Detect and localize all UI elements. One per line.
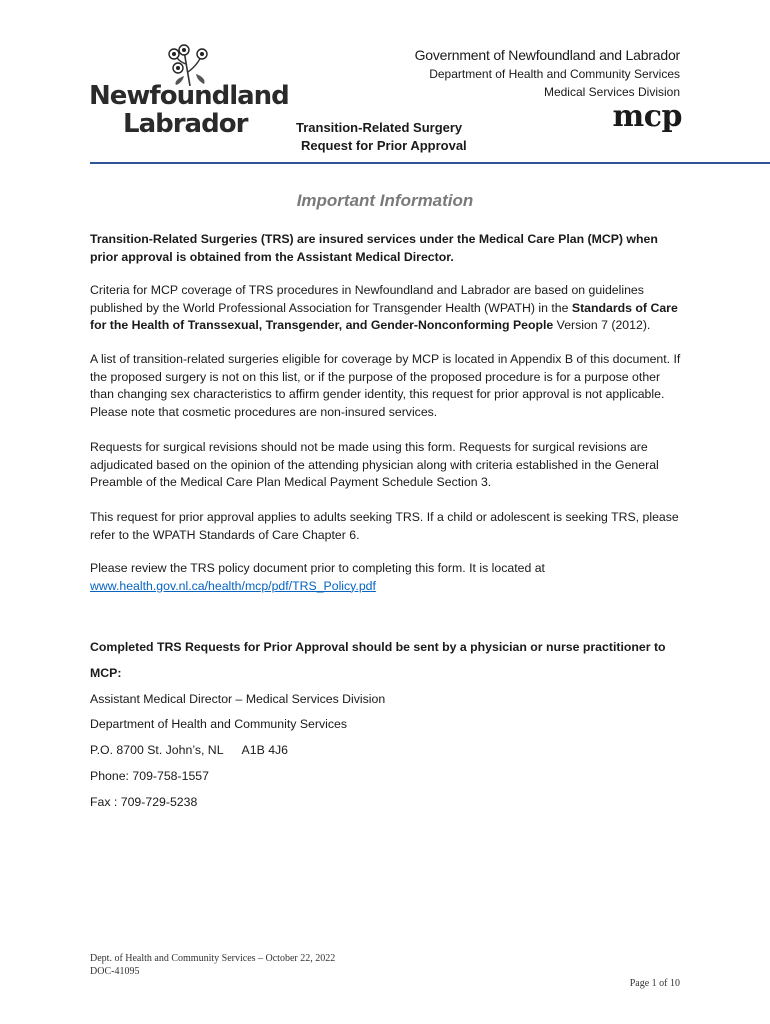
government-name: Government of Newfoundland and Labrador: [414, 47, 680, 63]
form-title-line-2: Request for Prior Approval: [301, 138, 467, 153]
standards-of-care-title: Standards of Care for the Health of Transsexual, Transgender, and Gender-Nonconforming People: [90, 300, 678, 332]
recipient-title: Assistant Medical Director – Medical Services Division: [90, 692, 386, 706]
logo-line-2: Labrador: [123, 109, 248, 139]
submission-instruction: Completed TRS Requests for Prior Approval should be sent by a physician or nurse practitioner to: [90, 640, 666, 654]
newfoundland-labrador-logo: [89, 81, 289, 139]
header-divider: [90, 162, 770, 164]
policy-link[interactable]: www.health.gov.nl.ca/health/mcp/pdf/TRS_Policy.pdf: [90, 578, 376, 593]
paragraph-adults-only: This request for prior approval applies to adults seeking TRS. If a child or adolescent is seeking TRS, please refer to the WPATH Standards of Care Chapter 6.: [90, 510, 679, 542]
recipient-phone: Phone: 709-758-1557: [90, 769, 209, 783]
page-number: Page 1 of 10: [629, 978, 680, 989]
paragraph-insured-services: Transition-Related Surgeries (TRS) are insured services under the Medical Care Plan (MCP) when prior approval is obtained from the Assistant Medical Director.: [90, 232, 658, 264]
submission-recipient-label: MCP:: [90, 666, 122, 680]
recipient-fax: Fax : 709-729-5238: [90, 795, 198, 809]
logo-line-1: Newfoundland: [89, 81, 289, 111]
section-heading: Important Information: [296, 191, 474, 210]
postal-code: A1B 4J6: [241, 743, 289, 757]
footer-doc-id: DOC-41095: [90, 966, 140, 977]
department-name: Department of Health and Community Services: [429, 67, 680, 81]
policy-review-text: Please review the TRS policy document prior to completing this form. It is located at: [90, 561, 545, 575]
paragraph-eligible-surgeries: A list of transition-related surgeries eligible for coverage by MCP is located in Appendix B of this document. If the proposed surgery is not on this list, or if the purpose of the proposed procedure is for a purpose other than changing sex characteristics to affirm gender identity, this request for prior approval is not applicable. Please note that cosmetic procedures are non-insured services.: [90, 352, 681, 419]
criteria-version: Version 7 (2012).: [553, 318, 651, 332]
paragraph-policy-review: [90, 560, 682, 595]
mcp-logo: mcp: [612, 99, 682, 134]
division-name: Medical Services Division: [543, 85, 680, 99]
criteria-text: Criteria for MCP coverage of TRS procedures in Newfoundland and Labrador are based on guidelines published by the World Professional Association for Transgender Health (WPATH) in the: [90, 283, 644, 315]
paragraph-surgical-revisions: Requests for surgical revisions should not be made using this form. Requests for surgical revisions are adjudicated based on the opinion of the attending physician along with criteria established in the General Preamble of the Medical Care Plan Medical Payment Schedule Section 3.: [90, 440, 659, 489]
form-title-line-1: Transition-Related Surgery: [296, 120, 463, 135]
po-box: P.O. 8700 St. John’s, NL: [90, 743, 224, 757]
paragraph-criteria: [90, 282, 682, 335]
recipient-department: Department of Health and Community Services: [90, 717, 347, 731]
recipient-address: [90, 743, 288, 757]
footer-dept-date: Dept. of Health and Community Services – October 22, 2022: [90, 953, 336, 964]
pitcher-plant-emblem: [160, 44, 220, 86]
